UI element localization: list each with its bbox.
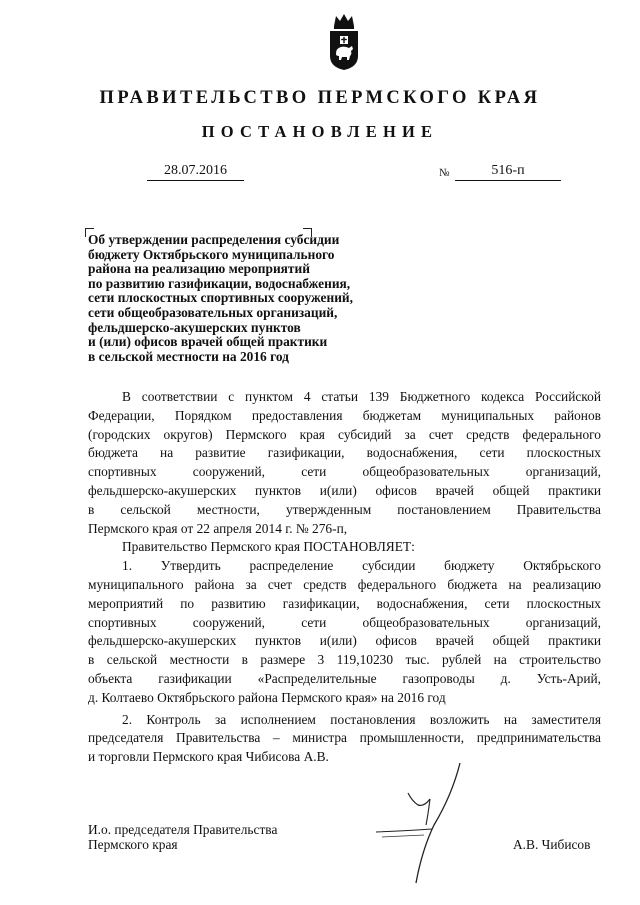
document-subject xyxy=(88,233,408,364)
body-line: в сельской местности, утвержденным постановлением Правительства xyxy=(88,501,601,517)
signatory-position xyxy=(88,823,277,852)
body-line: 2. Контроль за исполнением постановления возложить на заместителя xyxy=(122,711,601,727)
body-line: объекта газификации «Распределительные газопроводы д. Усть-Арий, xyxy=(88,670,601,686)
document-date: 28.07.2016 xyxy=(147,163,244,181)
body-line: и торговли Пермского края Чибисова А.В. xyxy=(88,749,329,765)
subject-line: района на реализацию мероприятий xyxy=(88,261,310,277)
subject-line: Об утверждении распределения субсидии xyxy=(88,232,340,247)
subject-line: фельдшерско-акушерских пунктов xyxy=(88,319,301,335)
body-line: спортивных сооружений, сети общеобразовательных организаций, xyxy=(88,614,601,630)
handwritten-signature-icon xyxy=(372,755,477,890)
body-line: 1. Утвердить распределение субсидии бюджету Октябрьского xyxy=(122,558,601,574)
document-type-title: ПОСТАНОВЛЕНИЕ xyxy=(201,122,439,141)
signatory-position-line: И.о. председателя Правительства xyxy=(88,822,278,837)
body-line: Федерации, Порядком предоставления бюджетам муниципальных районов xyxy=(88,407,601,423)
body-line: д. Колтаево Октябрьского района Пермского края» на 2016 год xyxy=(88,689,446,705)
body-line: мероприятий по развитию газификации, водоснабжения, сети плоскостных xyxy=(88,595,601,611)
document-number: 516-п xyxy=(455,163,561,181)
body-line: председателя Правительства – министра промышленности, предпринимательства xyxy=(88,730,601,746)
signatory-position-line: Пермского края xyxy=(88,836,178,852)
number-sign: № xyxy=(439,167,450,179)
subject-line: и (или) офисов врачей общей практики xyxy=(88,334,328,350)
body-line: фельдшерско-акушерских пунктов и(или) офисов врачей общей практики xyxy=(88,482,601,498)
body-line: В соответствии с пунктом 4 статьи 139 Бюджетного кодекса Российской xyxy=(122,389,601,404)
subject-line: по развитию газификации, водоснабжения, xyxy=(88,275,351,291)
signatory-name: А.В. Чибисов xyxy=(513,837,591,852)
body-line: муниципального района за счет средств федерального бюджета на реализацию xyxy=(88,576,601,592)
resolution-line: Правительство Пермского края ПОСТАНОВЛЯЕТ: xyxy=(122,539,415,555)
organization-title: ПРАВИТЕЛЬСТВО ПЕРМСКОГО КРАЯ xyxy=(99,88,541,108)
coat-of-arms-icon xyxy=(327,12,361,72)
body-line: Пермского края от 22 апреля 2014 г. № 276-п, xyxy=(88,520,348,536)
body-line: в сельской местности в размере 3 119,10230 тыс. рублей на строительство xyxy=(88,652,601,668)
subject-line: в сельской местности на 2016 год xyxy=(88,348,289,364)
body-line: бюджета на развитие газификации, водоснабжения, сети плоскостных xyxy=(88,445,601,461)
body-line: (городских округов) Пермского края субсидий за счет средств федерального xyxy=(88,426,601,442)
subject-line: сети общеобразовательных организаций, xyxy=(88,304,338,320)
subject-line: бюджету Октябрьского муниципального xyxy=(88,246,335,262)
body-line: фельдшерско-акушерских пунктов и(или) офисов врачей общей практики xyxy=(88,633,601,649)
body-line: спортивных сооружений, сети общеобразовательных организаций, xyxy=(88,464,601,480)
document-body xyxy=(88,388,601,767)
subject-line: сети плоскостных спортивных сооружений, xyxy=(88,290,353,306)
